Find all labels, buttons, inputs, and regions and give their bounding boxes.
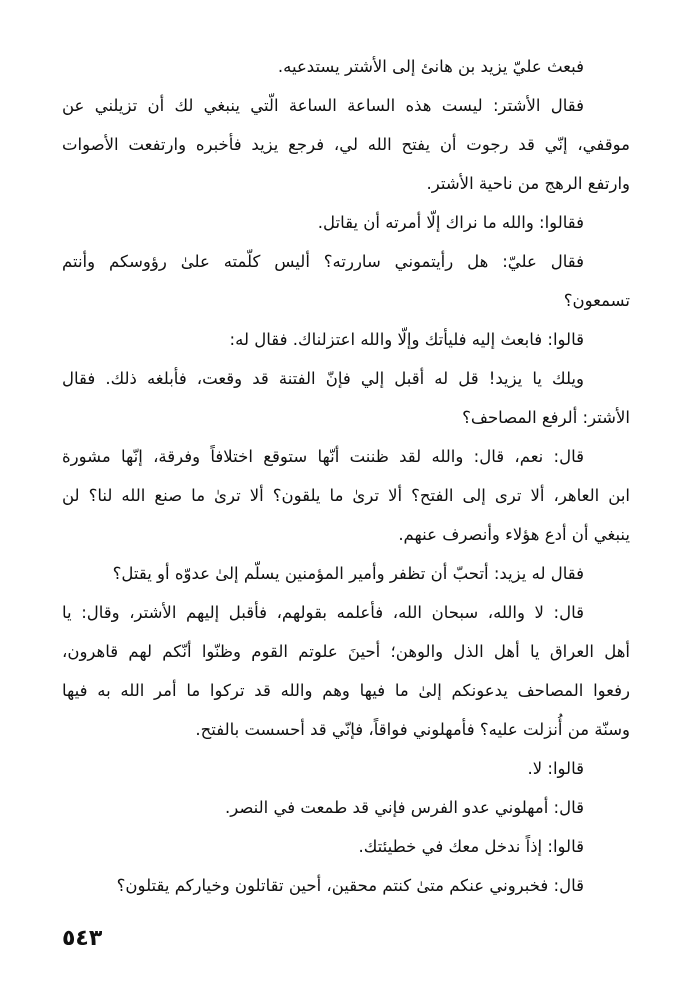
text-line: قالوا: إذاً ندخل معك في خطيئتك. (358, 837, 584, 856)
text-line: رفعوا المصاحف يدعونكم إلىٰ ما فيها وهم والله قد تركوا ما أمر الله به فيها (62, 681, 630, 700)
text-line: الأشتر: ألرفع المصاحف؟ (462, 408, 630, 427)
text-line: قال: نعم، قال: والله لقد ظننت أنّها ستوقع اختلافاً وفرقة، إنّها مشورة (62, 447, 584, 466)
text-line: فقال عليّ: هل رأيتموني ساررته؟ أليس كلّمته علىٰ رؤوسكم وأنتم (62, 252, 584, 271)
paragraph (62, 86, 630, 203)
text-line: قال: أمهلوني عدو الفرس فإني قد طمعت في النصر. (225, 798, 584, 817)
text-line: أهل العراق يا أهل الذل والوهن؛ أحينَ علوتم القوم وظنّوا أنّكم لهم قاهرون، (62, 642, 630, 661)
paragraph (62, 242, 630, 320)
paragraph (62, 47, 630, 86)
paragraph (62, 866, 630, 905)
text-line: فقال له يزيد: أتحبّ أن تظفر وأمير المؤمنين يسلّم إلىٰ عدوّه أو يقتل؟ (112, 564, 584, 583)
text-line: قالوا: لا. (527, 759, 584, 778)
text-line: فبعث عليّ يزيد بن هانئ إلى الأشتر يستدعيه. (277, 57, 584, 76)
paragraph (62, 827, 630, 866)
text-line: تسمعون؟ (563, 291, 630, 310)
text-line: قالوا: فابعث إليه فليأتك وإلّا والله اعتزلناك. فقال له: (229, 330, 584, 349)
paragraph (62, 788, 630, 827)
paragraph (62, 593, 630, 749)
text-line: وارتفع الرهج من ناحية الأشتر. (426, 174, 630, 193)
paragraph (62, 437, 630, 554)
page-number: ٥٤٣ (62, 926, 103, 951)
text-line: قال: فخبروني عنكم متىٰ كنتم محقين، أحين تقاتلون وخياركم يقتلون؟ (116, 876, 584, 895)
paragraph (62, 554, 630, 593)
text-line: ينبغي أن أدع هؤلاء وأنصرف عنهم. (398, 525, 630, 544)
text-line: موقفي، إنّي قد رجوت أن يفتح الله لي، فرجع يزيد فأخبره وارتفعت الأصوات (62, 135, 630, 154)
paragraph (62, 320, 630, 359)
page-body (62, 47, 630, 905)
text-line: فقالوا: والله ما نراك إلّا أمرته أن يقاتل. (317, 213, 584, 232)
text-line: وسنّة من أُنزلت عليه؟ فأمهلوني فواقاً، فإنّي قد أحسست بالفتح. (195, 720, 630, 739)
text-line: ابن العاهر، ألا ترى إلى الفتح؟ ألا ترىٰ ما يلقون؟ ألا ترىٰ ما صنع الله لنا؟ لن (62, 486, 630, 505)
paragraph (62, 203, 630, 242)
paragraph (62, 749, 630, 788)
text-line: ويلك يا يزيد! قل له أقبل إلي فإنّ الفتنة قد وقعت، فأبلغه ذلك. فقال (62, 369, 584, 388)
paragraph (62, 359, 630, 437)
text-line: فقال الأشتر: ليست هذه الساعة الساعة الّتي ينبغي لك أن تزيلني عن (62, 96, 584, 115)
text-line: قال: لا والله، سبحان الله، فأعلمه بقولهم، فأقبل إليهم الأشتر، وقال: يا (62, 603, 584, 622)
